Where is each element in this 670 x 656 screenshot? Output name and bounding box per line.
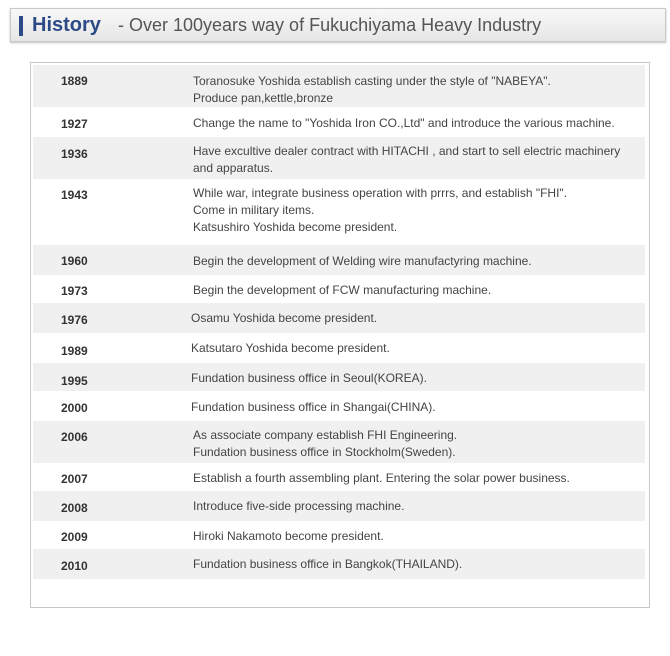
history-description-line: Begin the development of Welding wire manufactyring machine.: [193, 254, 532, 268]
history-year: 1927: [61, 117, 88, 131]
history-description: [193, 427, 638, 461]
history-row: [33, 179, 645, 245]
history-row: [33, 275, 645, 303]
history-row: [33, 391, 645, 421]
history-description: [193, 528, 638, 545]
history-description-line: Change the name to "Yoshida Iron CO.,Ltd" and introduce the various machine.: [193, 116, 615, 130]
history-description-line: While war, integrate business operation with prrrs, and establish "FHI".: [193, 186, 568, 200]
history-description-line: Toranosuke Yoshida establish casting under the style of "NABEYA".: [193, 74, 551, 88]
history-year: 1989: [61, 344, 88, 358]
history-year: 1960: [61, 254, 88, 268]
history-description-line: Katsutaro Yoshida become president.: [191, 341, 390, 355]
page-subtitle: - Over 100years way of Fukuchiyama Heavy Industry: [118, 15, 542, 35]
history-description: [193, 143, 638, 177]
history-year: 1995: [61, 374, 88, 388]
history-year: 1936: [61, 147, 88, 161]
history-description-line: Fundation business office in Stockholm(Sweden).: [193, 445, 456, 459]
history-panel: [30, 62, 650, 608]
history-row: [33, 491, 645, 521]
history-description-line: Fundation business office in Bangkok(THAILAND).: [193, 557, 463, 571]
history-description-line: Fundation business office in Seoul(KOREA).: [191, 371, 427, 385]
history-description-line: Produce pan,kettle,bronze: [193, 91, 334, 105]
history-row: [33, 421, 645, 463]
history-year: 2007: [61, 472, 88, 486]
history-description: [193, 73, 638, 107]
history-row: [33, 107, 645, 137]
history-row: [33, 521, 645, 549]
history-description: [191, 399, 636, 416]
history-description: [193, 470, 638, 487]
page-title: History: [32, 14, 101, 36]
history-description: [191, 340, 636, 357]
history-row: [33, 245, 645, 275]
history-year: 1943: [61, 188, 88, 202]
history-row: [33, 549, 645, 579]
history-row: [33, 303, 645, 333]
history-description-line: Establish a fourth assembling plant. Entering the solar power business.: [193, 471, 570, 485]
history-description: [193, 185, 638, 236]
history-description: [193, 498, 638, 515]
history-row: [33, 137, 645, 179]
history-description-line: Have excultive dealer contract with HITACHI , and start to sell electric machinery: [193, 144, 621, 158]
history-row: [33, 65, 645, 107]
section-header: [10, 8, 666, 42]
history-year: 2006: [61, 430, 88, 444]
history-description: [193, 282, 638, 299]
history-description-line: Osamu Yoshida become president.: [191, 311, 378, 325]
history-year: 2000: [61, 401, 88, 415]
history-description: [191, 310, 636, 327]
history-row: [33, 333, 645, 363]
history-row: [33, 363, 645, 391]
history-year: 2009: [61, 530, 88, 544]
history-description-line: Hiroki Nakamoto become president.: [193, 529, 384, 543]
history-description: [193, 253, 638, 270]
history-description-line: Fundation business office in Shangai(CHINA).: [191, 400, 436, 414]
history-year: 2010: [61, 559, 88, 573]
history-description-line: and apparatus.: [193, 161, 274, 175]
history-year: 1973: [61, 284, 88, 298]
header-accent-bar: [19, 16, 23, 36]
history-description: [193, 556, 638, 573]
history-year: 1889: [61, 74, 88, 88]
history-description-line: Introduce five-side processing machine.: [193, 499, 405, 513]
history-description-line: Begin the development of FCW manufacturing machine.: [193, 283, 492, 297]
history-description-line: As associate company establish FHI Engineering.: [193, 428, 458, 442]
history-year: 2008: [61, 501, 88, 515]
history-row: [33, 463, 645, 491]
history-description: [191, 370, 636, 387]
history-year: 1976: [61, 313, 88, 327]
history-description-line: Come in military items.: [193, 203, 315, 217]
history-description: [193, 115, 638, 132]
history-description-line: Katsushiro Yoshida become president.: [193, 220, 398, 234]
